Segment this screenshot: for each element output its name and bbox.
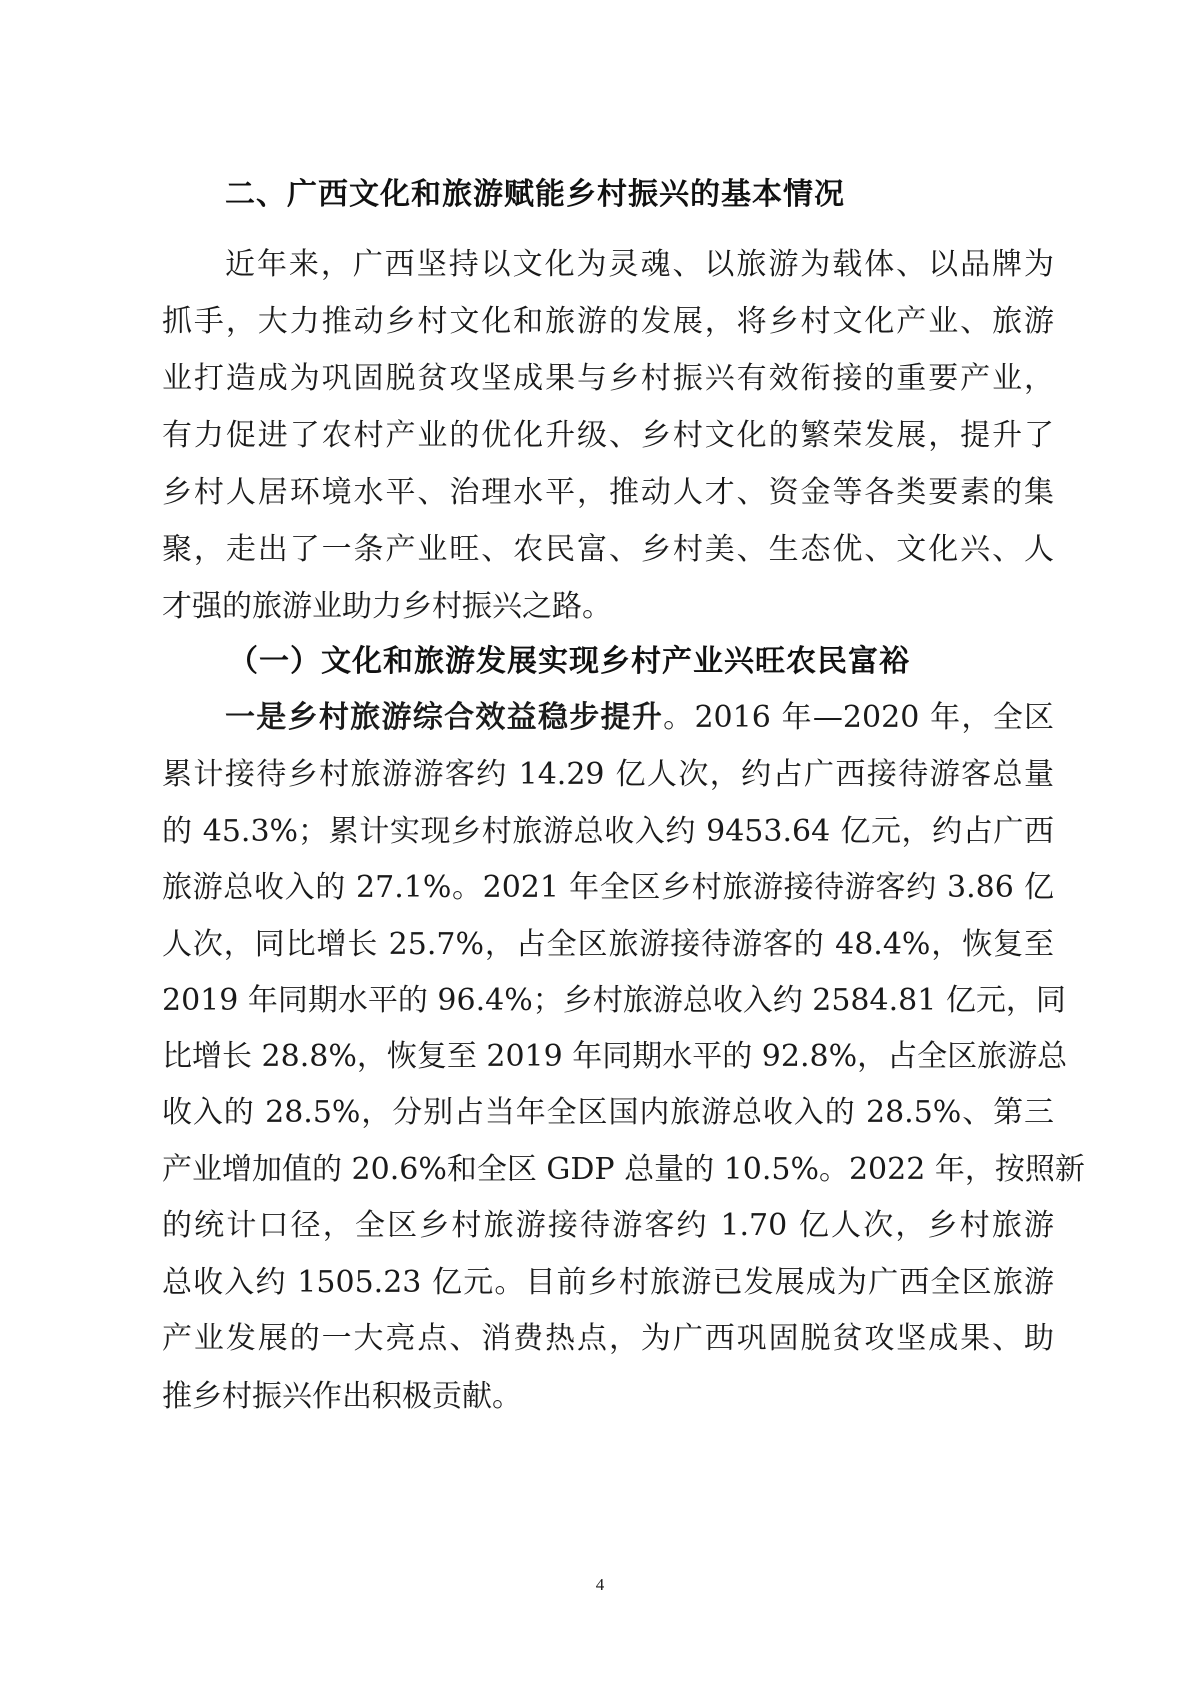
text-line: 的 45.3%；累计实现乡村旅游总收入约 9453.64 亿元，约占广西 <box>162 814 1054 849</box>
text-line: 产业增加值的 20.6%和全区 GDP 总量的 10.5%。2022 年，按照新 <box>162 1152 1085 1187</box>
text-line: 抓手，大力推动乡村文化和旅游的发展，将乡村文化产业、旅游 <box>162 304 1054 339</box>
lead-rest: 。2016 年—2020 年，全区 <box>663 700 1054 735</box>
text-line: 近年来，广西坚持以文化为灵魂、以旅游为载体、以品牌为 <box>225 247 1054 282</box>
text-line: 聚，走出了一条产业旺、农民富、乡村美、生态优、文化兴、人 <box>162 532 1054 567</box>
text-line: 推乡村振兴作出积极贡献。 <box>162 1379 522 1414</box>
text-line: 旅游总收入的 27.1%。2021 年全区乡村旅游接待游客约 3.86 亿 <box>162 870 1054 905</box>
text-line: 人次，同比增长 25.7%，占全区旅游接待游客的 48.4%，恢复至 <box>162 927 1054 962</box>
text-line: 收入的 28.5%，分别占当年全区国内旅游总收入的 28.5%、第三 <box>162 1095 1054 1130</box>
section-title: 二、广西文化和旅游赋能乡村振兴的基本情况 <box>225 177 845 212</box>
text-line: 乡村人居环境水平、治理水平，推动人才、资金等各类要素的集 <box>162 475 1054 510</box>
text-line: 总收入约 1505.23 亿元。目前乡村旅游已发展成为广西全区旅游 <box>162 1265 1054 1300</box>
text-line: 有力促进了农村产业的优化升级、乡村文化的繁荣发展，提升了 <box>162 418 1054 453</box>
text-line: 2019 年同期水平的 96.4%；乡村旅游总收入约 2584.81 亿元，同 <box>162 983 1066 1018</box>
lead-sentence: 一是乡村旅游综合效益稳步提升 <box>225 700 664 735</box>
text-line: 才强的旅游业助力乡村振兴之路。 <box>162 589 612 624</box>
text-line: 的统计口径，全区乡村旅游接待游客约 1.70 亿人次，乡村旅游 <box>162 1208 1054 1243</box>
text-line: 产业发展的一大亮点、消费热点，为广西巩固脱贫攻坚成果、助 <box>162 1321 1054 1356</box>
subheading: （一）文化和旅游发展实现乡村产业兴旺农民富裕 <box>228 644 910 679</box>
text-line: 累计接待乡村旅游游客约 14.29 亿人次，约占广西接待游客总量 <box>162 757 1054 792</box>
text-line: 比增长 28.8%，恢复至 2019 年同期水平的 92.8%，占全区旅游总 <box>162 1039 1068 1074</box>
page-number: 4 <box>595 1575 605 1594</box>
text-line <box>225 698 1054 738</box>
text-line: 业打造成为巩固脱贫攻坚成果与乡村振兴有效衔接的重要产业， <box>162 361 1054 396</box>
